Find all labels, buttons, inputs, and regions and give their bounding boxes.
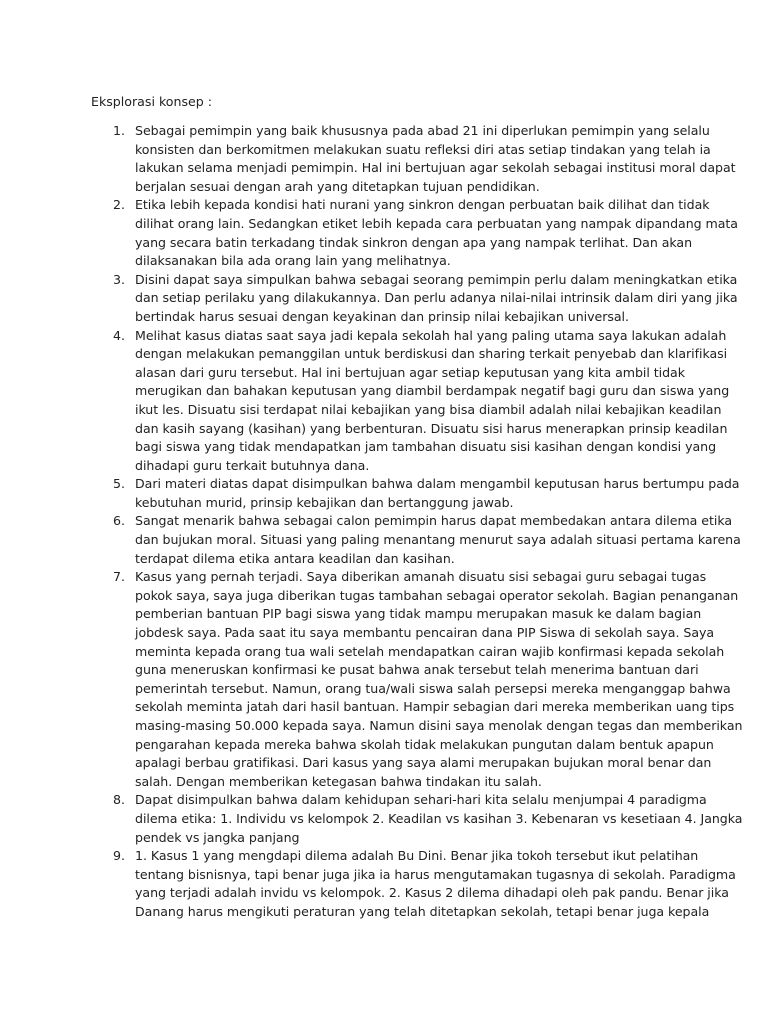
list-item-number: 6. — [113, 513, 126, 529]
list-item-text-line: pengarahan kepada mereka bahwa skolah tidak melakukan pungutan dalam bentuk apapun — [135, 736, 714, 752]
list-item-text-line: alasan dari guru tersebut. Hal ini bertujuan agar setiap keputusan yang kita ambil tidak — [135, 364, 685, 380]
list-item-text-line: bertindak harus sesuai dengan keyakinan dan prinsip nilai kebajikan universal. — [135, 308, 629, 324]
list-item-text-line: merugikan dan bahakan keputusan yang diambil berdampak negatif bagi guru dan siswa yang — [135, 383, 730, 399]
list-item-text-line: Dari materi diatas dapat disimpulkan bahwa dalam mengambil keputusan harus bertumpu pada — [135, 476, 740, 492]
list-item-text-line: apalagi berbau gratifikasi. Dari kasus yang saya alami merupakan bujukan moral benar dan — [135, 755, 712, 771]
list-item-text-line: sekolah meminta jatah dari hasil bantuan. Hampir sebagian dari mereka memberikan uang tips — [135, 699, 735, 715]
list-item-text-line: dihadapi guru terkait butuhnya dana. — [135, 457, 370, 473]
list-item-text-line: dengan melakukan pemanggilan untuk berdiskusi dan sharing terkait penyebab dan klarifikasi — [135, 346, 728, 362]
list-item — [91, 475, 740, 512]
list-item-text-line: terdapat dilema etika antara keadilan dan kasihan. — [135, 550, 455, 566]
list-item-text-line: salah. Dengan memberikan ketegasan bahwa tindakan itu salah. — [135, 773, 542, 789]
list-item-text-line: berjalan sesuai dengan arah yang ditetapkan tujuan pendidikan. — [135, 178, 540, 194]
list-item-number: 4. — [113, 327, 126, 343]
list-item-text-line: dan kasih sayang (kasihan) yang berbenturan. Disuatu sisi harus menerapkan prinsip keadilan — [135, 420, 728, 436]
list-item-number: 7. — [113, 569, 126, 585]
list-item — [91, 196, 738, 270]
list-item-text-line: masing-masing 50.000 kepada saya. Namun disini saya menolak dengan tegas dan memberikan — [135, 718, 743, 733]
list-item-text-line: kebutuhan murid, prinsip kebajikan dan bertanggung jawab. — [135, 494, 514, 510]
list-item-text-line: konsisten dan berkomitmen melakukan suatu refleksi diri atas setiap tindakan yang telah ia — [135, 141, 711, 157]
list-item-text-line: guna meneruskan konfirmasi ke pusat bahwa anak tersebut telah menerima bantuan dari — [135, 662, 699, 678]
list-item-text-line: Danang harus mengikuti peraturan yang telah ditetapkan sekolah, tetapi benar juga kepala — [135, 903, 710, 919]
list-item-text-line: jobdesk saya. Pada saat itu saya membantu pencairan dana PIP Siswa di sekolah saya. Saya — [135, 625, 715, 641]
list-item-text-line: dilema etika: 1. Individu vs kelompok 2. Keadilan vs kasihan 3. Kebenaran vs kesetiaan 4. Jangka — [135, 810, 743, 826]
list-item-text-line: dilihat orang lain. Sedangkan etiket lebih kepada cara perbuatan yang nampak dipandang mata — [135, 215, 738, 231]
list-item-text-line: tentang bisnisnya, tapi benar juga jika ia harus mengutamakan tugasnya di sekolah. Paradigma — [135, 866, 736, 882]
list-item-text-line: lakukan selama menjadi pemimpin. Hal ini bertujuan agar sekolah sebagai institusi moral dapat — [135, 160, 736, 176]
list-item-text-line: Melihat kasus diatas saat saya jadi kepala sekolah hal yang paling utama saya lakukan adalah — [135, 327, 727, 343]
list-item-text-line: Sangat menarik bahwa sebagai calon pemimpin harus dapat membedakan antara dilema etika — [135, 513, 733, 529]
list-item-text-line: 1. Kasus 1 yang mengdapi dilema adalah Bu Dini. Benar jika tokoh tersebut ikut pelatihan — [135, 848, 699, 864]
list-item-text-line: Dapat disimpulkan bahwa dalam kehidupan sehari-hari kita selalu menjumpai 4 paradigma — [135, 792, 707, 808]
list-item-number: 3. — [113, 271, 126, 287]
list-item — [91, 568, 743, 791]
list-item-text-line: pokok saya, saya juga diberikan tugas tambahan sebagai operator sekolah. Bagian penanganan — [135, 587, 739, 603]
list-item-text-line: pemerintah tersebut. Namun, orang tua/wali siswa salah persepsi mereka menganggap bahwa — [135, 680, 731, 696]
list-item-text-line: Disini dapat saya simpulkan bahwa sebagai seorang pemimpin perlu dalam meningkatkan etika — [135, 271, 738, 287]
list-item-text-line: pendek vs jangka panjang — [135, 829, 300, 845]
list-item — [91, 327, 730, 476]
list-item-number: 9. — [113, 848, 126, 864]
list-item-text-line: pemberian bantuan PIP bagi siswa yang tidak mampu merupakan masuk ke dalam bagian — [135, 606, 702, 622]
list-item-text-line: Sebagai pemimpin yang baik khususnya pada abad 21 ini diperlukan pemimpin yang selalu — [135, 123, 710, 138]
list-item-text-line: Etika lebih kepada kondisi hati nurani yang sinkron dengan perbuatan baik dilihat dan tidak — [135, 197, 710, 213]
list-item-text-line: bagi siswa yang tidak mendapatkan jam tambahan disuatu sisi kasihan dengan kondisi yang — [135, 439, 717, 455]
list-item-text-line: Kasus yang pernah terjadi. Saya diberikan amanah disuatu sisi sebagai guru sebagai tugas — [135, 569, 707, 585]
list-item-text-line: yang secara batin terkadang tindak sinkron dengan apa yang nampak terlihat. Dan akan — [135, 234, 692, 250]
list-item-text-line: dan bujukan moral. Situasi yang paling menantang menurut saya adalah situasi pertama karena — [135, 532, 741, 548]
list-item-text-line: dilaksanakan bila ada orang lain yang melihatnya. — [135, 253, 451, 269]
list-item-number: 5. — [113, 476, 126, 492]
numbered-list — [91, 122, 743, 922]
list-item — [91, 847, 736, 921]
list-item-number: 8. — [113, 792, 126, 808]
list-item-number: 2. — [113, 197, 126, 213]
list-item-number: 1. — [113, 123, 126, 138]
list-item — [91, 512, 741, 568]
list-item — [91, 271, 738, 327]
list-item-text-line: meminta kepada orang tua wali setelah mendapatkan cairan wajib konfirmasi kepada sekolah — [135, 643, 725, 659]
section-heading: Eksplorasi konsep : — [91, 94, 213, 109]
list-item — [91, 791, 743, 847]
list-item — [91, 122, 736, 196]
list-item-text-line: yang terjadi adalah invidu vs kelompok. 2. Kasus 2 dilema dihadapi oleh pak pandu. Benar jika — [135, 885, 729, 901]
list-item-text-line: ikut les. Disuatu sisi terdapat nilai kebajikan yang bisa diambil adalah nilai kebajikan keadilan — [135, 401, 722, 417]
list-item-text-line: dan setiap perilaku yang dilakukannya. Dan perlu adanya nilai-nilai intrinsik dalam diri yang jika — [135, 290, 738, 306]
